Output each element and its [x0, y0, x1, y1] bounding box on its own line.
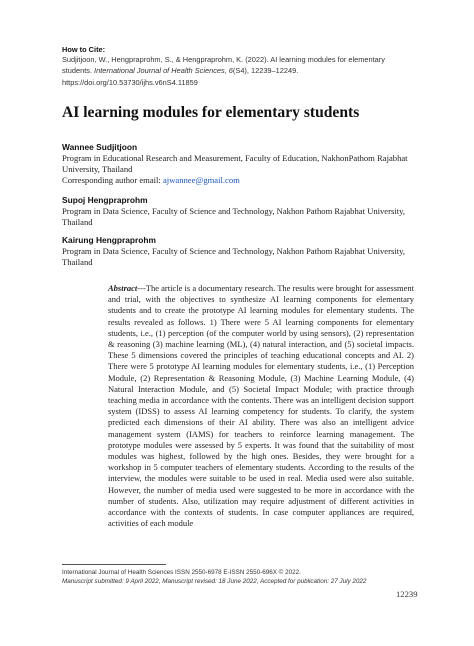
doi-link[interactable]: https://doi.org/10.53730/ijhs.v6nS4.11859 — [62, 78, 198, 87]
page-number: 12239 — [396, 589, 418, 599]
footer-divider — [62, 564, 166, 565]
abstract-dashes: --- — [137, 283, 146, 293]
author-block — [62, 142, 422, 186]
author-affiliation: Program in Data Science, Faculty of Science and Technology, Nakhon Pathom Rajabhat University, Thailand — [62, 206, 405, 227]
author-name: Wannee Sudjitjoon — [62, 142, 138, 152]
journal-issn-line: International Journal of Health Sciences ISSN 2550-6978 E-ISSN 2550-696X © 2022. — [62, 569, 301, 576]
author-email-link[interactable]: ajwannee@gmail.com — [162, 175, 240, 185]
abstract-lead: Abstract — [108, 283, 138, 293]
author-name: Supoj Hengpraprohm — [62, 195, 148, 205]
citation-pages: (S4), 12239–12249. — [232, 65, 299, 75]
manuscript-dates-line: Manuscript submitted: 9 April 2022, Manuscript revised: 18 June 2022, Accepted for publication: 27 July 2022 — [62, 578, 367, 585]
author-affiliation: Program in Educational Research and Measurement, Faculty of Education, NakhonPathom Rajabhat University, Thailand — [62, 153, 408, 174]
abstract-body: The article is a documentary research. The results were brought for assessment and trial, with the objectives to synthesize AI learning components for elementary students and to create the prototype AI learning modules for elementary students. The results revealed as follows. 1) There were 5 AI learning components for elementary students, i.e., (1) perception (of the computer world by using sensors), (2) representation & reasoning (3) machine learning (ML), (4) natural interaction, and (5) societal impacts. These 5 dimensions covered the principles of teaching educational concepts and AI. 2) There were 5 prototype AI learning modules for elementary students, i.e., (1) Perception Module, (2) Representation & Reasoning Module, (3) Machine Learning Module, (4) Natural Interaction Module, and (5) Societal Impact Module; with practice through teaching media in accordance with the contents. There was an intelligent decision support system (IDSS) to assess AI learning competency for students. To clarify, the system predicted each dimensions of their AI ability. There was also an intelligent advice management system (IAMS) for teachers to reinforce learning management. The prototype modules were assessed by 5 experts. It was found that the suitability of most modules was highest, followed by the high ones. Besides, they were brought for a workshop in 5 computer teachers of elementary students. According to the results of the interview, the modules were suitable to be used in real. Media used were also suitable. However, the number of media used were suggested to be more in accordance with the number of students. Also, utilization may require adjustment of different activities in accordance with the contexts of students. In case computer appliances are required, activities of each module — [108, 283, 414, 529]
author-name: Kairung Hengpraprohm — [62, 235, 156, 245]
author-affiliation: Program in Data Science, Faculty of Science and Technology, Nakhon Pathom Rajabhat University, Thailand — [62, 246, 405, 267]
paper-title: AI learning modules for elementary students — [62, 104, 360, 121]
corresponding-author-line — [62, 175, 422, 186]
abstract — [108, 283, 414, 529]
corresponding-label: Corresponding author email: — [62, 175, 163, 185]
citation-text — [62, 55, 414, 76]
author-block — [62, 235, 422, 268]
citation-journal: International Journal of Health Sciences, 6 — [94, 65, 233, 75]
citation-authors: Sudjitjoon, W., Hengpraprohm, S., & Hengpraprohm, K. (2022). AI learning modules for elementary students. — [62, 55, 385, 75]
author-block — [62, 195, 422, 228]
how-to-cite-label: How to Cite: — [62, 45, 106, 54]
